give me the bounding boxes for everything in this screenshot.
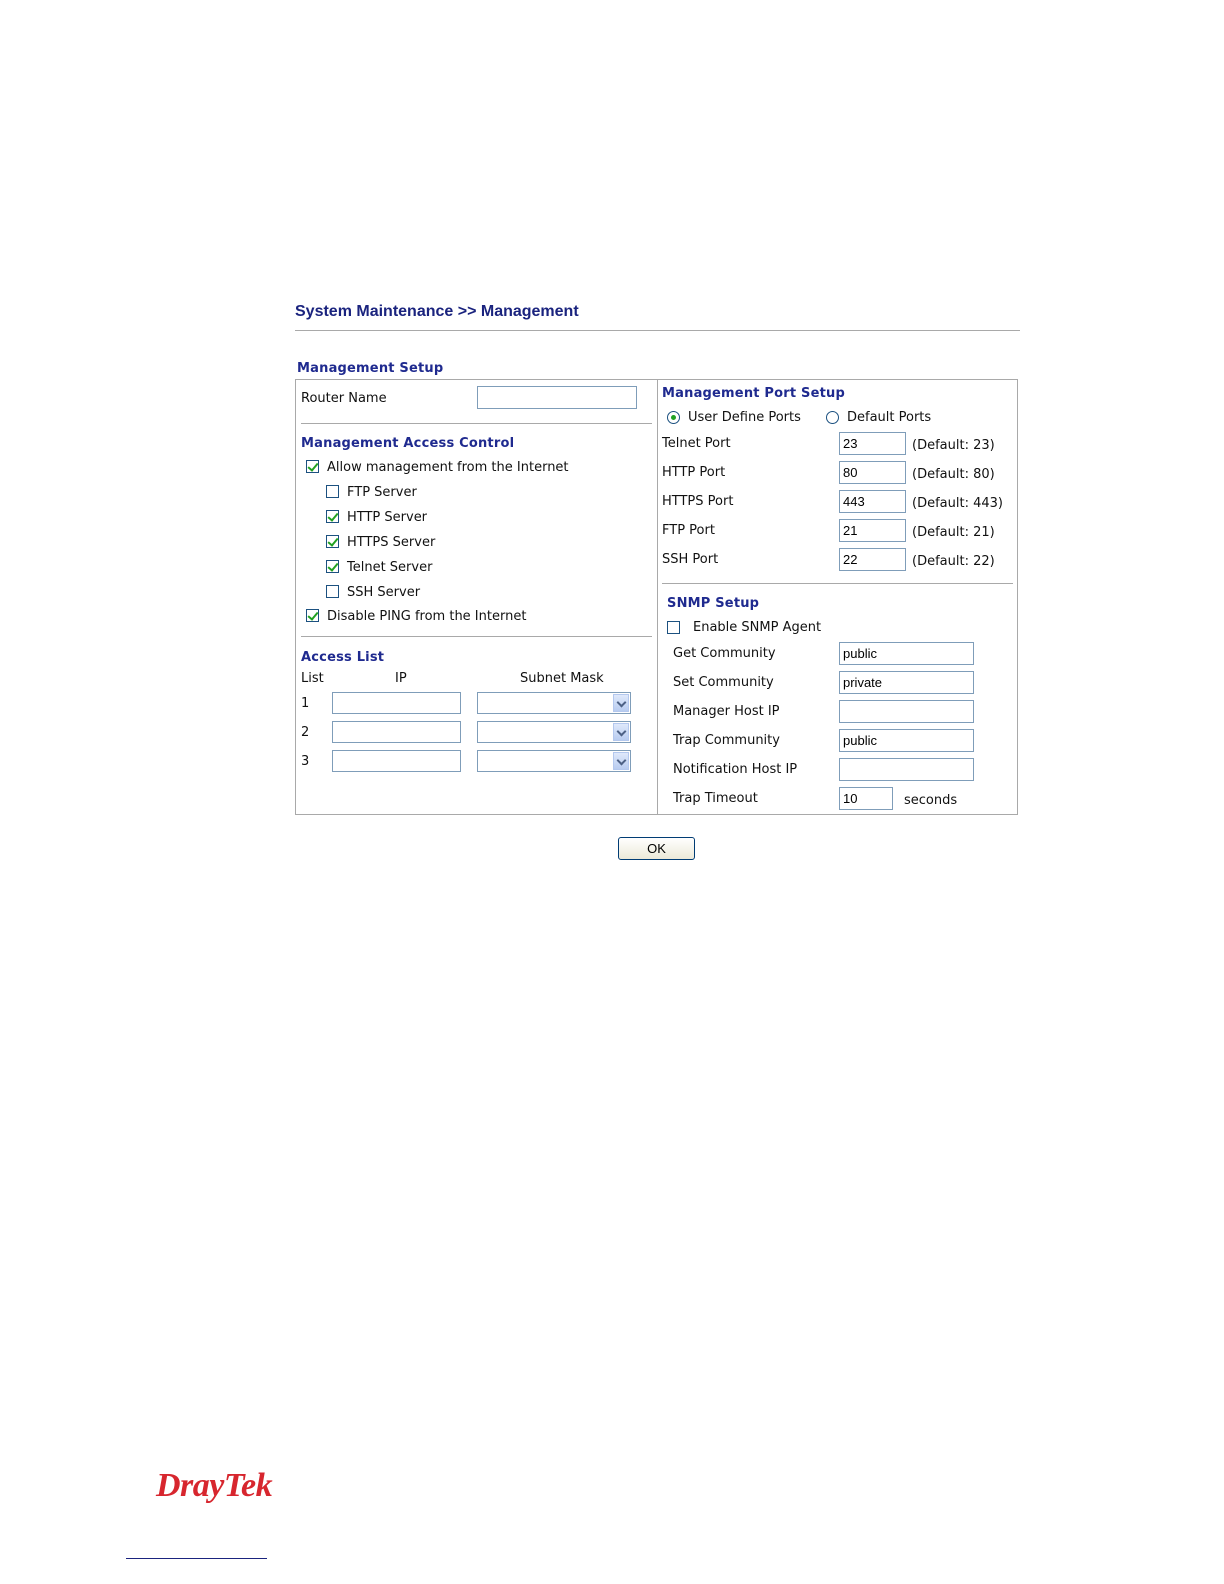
access-list-title: Access List [301,650,385,665]
enable-snmp-checkbox[interactable] [667,621,680,634]
ftp-server-checkbox[interactable] [326,485,339,498]
port-setup-title: Management Port Setup [662,386,845,401]
enable-snmp-label: Enable SNMP Agent [693,620,822,635]
page-title: System Maintenance >> Management [295,303,579,320]
management-setup-title: Management Setup [297,361,444,376]
ftp-server-label: FTP Server [347,485,417,500]
http-port-label: HTTP Port [662,465,726,480]
subnet-mask-select[interactable] [477,721,631,743]
ssh-port-default: (Default: 22) [912,554,995,569]
allow-management-label: Allow management from the Internet [327,460,569,475]
snmp-setup-title: SNMP Setup [667,596,760,611]
trap-community-label: Trap Community [673,733,780,748]
telnet-server-label: Telnet Server [347,560,433,575]
http-server-checkbox[interactable] [326,510,339,523]
telnet-port-input[interactable] [839,432,906,455]
ssh-port-label: SSH Port [662,552,719,567]
footer-rule [126,1558,267,1559]
subnet-mask-select[interactable] [477,692,631,714]
draytek-logo: DrayTek [156,1467,273,1504]
trap-timeout-input[interactable] [839,787,893,810]
chevron-down-icon [613,694,629,712]
router-name-label: Router Name [301,391,387,406]
http-server-label: HTTP Server [347,510,428,525]
default-ports-label: Default Ports [847,410,932,425]
divider [662,583,1013,584]
telnet-server-checkbox[interactable] [326,560,339,573]
user-define-ports-label: User Define Ports [688,410,801,425]
access-list-row-index: 3 [301,754,310,769]
get-community-label: Get Community [673,646,776,661]
ssh-port-input[interactable] [839,548,906,571]
trap-community-input[interactable] [839,729,974,752]
allow-management-checkbox[interactable] [306,460,319,473]
ftp-port-default: (Default: 21) [912,525,995,540]
ssh-server-checkbox[interactable] [326,585,339,598]
trap-timeout-label: Trap Timeout [673,791,758,806]
access-list-header-mask: Subnet Mask [520,671,604,686]
manager-host-ip-input[interactable] [839,700,974,723]
disable-ping-checkbox[interactable] [306,609,319,622]
router-name-input[interactable] [477,386,637,409]
http-port-default: (Default: 80) [912,467,995,482]
user-define-ports-radio[interactable] [667,411,680,424]
chevron-down-icon [613,752,629,770]
https-server-label: HTTPS Server [347,535,436,550]
telnet-port-label: Telnet Port [662,436,731,451]
ftp-port-input[interactable] [839,519,906,542]
notification-host-ip-label: Notification Host IP [673,762,798,777]
disable-ping-label: Disable PING from the Internet [327,609,527,624]
set-community-input[interactable] [839,671,974,694]
http-port-input[interactable] [839,461,906,484]
access-control-title: Management Access Control [301,436,515,451]
set-community-label: Set Community [673,675,774,690]
access-list-row-index: 2 [301,725,310,740]
access-list-header-ip: IP [395,671,407,686]
get-community-input[interactable] [839,642,974,665]
ftp-port-label: FTP Port [662,523,715,538]
divider [301,636,652,637]
access-list-ip-input[interactable] [332,721,461,743]
divider [301,423,652,424]
ok-button[interactable]: OK [618,837,695,860]
access-list-ip-input[interactable] [332,692,461,714]
telnet-port-default: (Default: 23) [912,438,995,453]
access-list-row-index: 1 [301,696,310,711]
manager-host-ip-label: Manager Host IP [673,704,780,719]
https-server-checkbox[interactable] [326,535,339,548]
access-list-ip-input[interactable] [332,750,461,772]
notification-host-ip-input[interactable] [839,758,974,781]
access-list-header-list: List [301,671,324,686]
https-port-default: (Default: 443) [912,496,1003,511]
https-port-input[interactable] [839,490,906,513]
ssh-server-label: SSH Server [347,585,421,600]
chevron-down-icon [613,723,629,741]
https-port-label: HTTPS Port [662,494,734,509]
default-ports-radio[interactable] [826,411,839,424]
panel-vertical-divider [657,380,658,814]
trap-timeout-unit: seconds [904,793,958,808]
title-divider [295,330,1020,331]
subnet-mask-select[interactable] [477,750,631,772]
